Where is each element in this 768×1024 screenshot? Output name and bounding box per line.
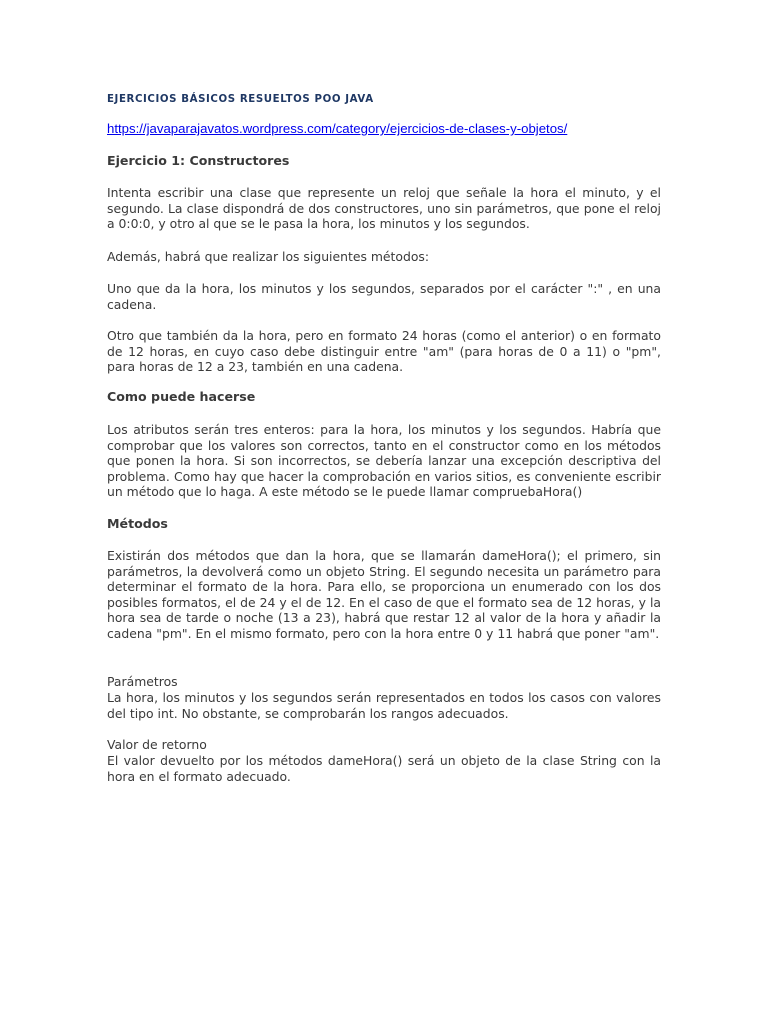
how-paragraph: Los atributos serán tres enteros: para la hora, los minutos y los segundos. Habría que comprobar que los valores son correctos, tanto en el constructor como en los métodos que ponen la hora. Si son incorrectos, se debería lanzar una excepción descriptiva del problema. Como hay que hacer la comprobación en varios sitios, es conveniente escribir un método que lo haga. A este método se le puede llamar compruebaHora() [107, 422, 661, 500]
method-two-paragraph: Otro que también da la hora, pero en formato 24 horas (como el anterior) o en formato de 12 horas, en cuyo caso debe distinguir entre "am" (para horas de 0 a 11) o "pm", para horas de 12 a 23, también en una cadena. [107, 328, 661, 375]
method-one-paragraph: Uno que da la hora, los minutos y los segundos, separados por el carácter ":" , en una cadena. [107, 281, 661, 312]
methods-heading: Métodos [107, 516, 168, 531]
exercise-heading: Ejercicio 1: Constructores [107, 153, 290, 168]
parameters-label: Parámetros [107, 674, 178, 689]
intro-paragraph: Intenta escribir una clase que represente un reloj que señale la hora el minuto, y el segundo. La clase dispondrá de dos constructores, uno sin parámetros, que pone el reloj a 0:0:0, y otro al que se le pasa la hora, los minutos y los segundos. [107, 185, 661, 232]
how-heading: Como puede hacerse [107, 389, 256, 404]
return-value-paragraph: El valor devuelto por los métodos dameHora() será un objeto de la clase String con la hora en el formato adecuado. [107, 753, 661, 784]
parameters-paragraph: La hora, los minutos y los segundos serán representados en todos los casos con valores del tipo int. No obstante, se comprobarán los rangos adecuados. [107, 690, 661, 721]
reference-link[interactable]: https://javaparajavatos.wordpress.com/category/ejercicios-de-clases-y-objetos/ [107, 121, 568, 136]
methods-intro-paragraph: Además, habrá que realizar los siguientes métodos: [107, 249, 430, 264]
document-title: EJERCICIOS BÁSICOS RESUELTOS POO JAVA [107, 94, 374, 105]
return-value-label: Valor de retorno [107, 737, 207, 752]
methods-paragraph: Existirán dos métodos que dan la hora, que se llamarán dameHora(); el primero, sin parámetros, la devolverá como un objeto String. El segundo necesita un parámetro para determinar el formato de la hora. Para ello, se proporciona un enumerado con los dos posibles formatos, el de 24 y el de 12. En el caso de que el formato sea de 12 horas, y la hora sea de tarde o noche (13 a 23), habrá que restar 12 al valor de la hora y añadir la cadena "pm". En el mismo formato, pero con la hora entre 0 y 11 habrá que poner "am". [107, 548, 661, 641]
